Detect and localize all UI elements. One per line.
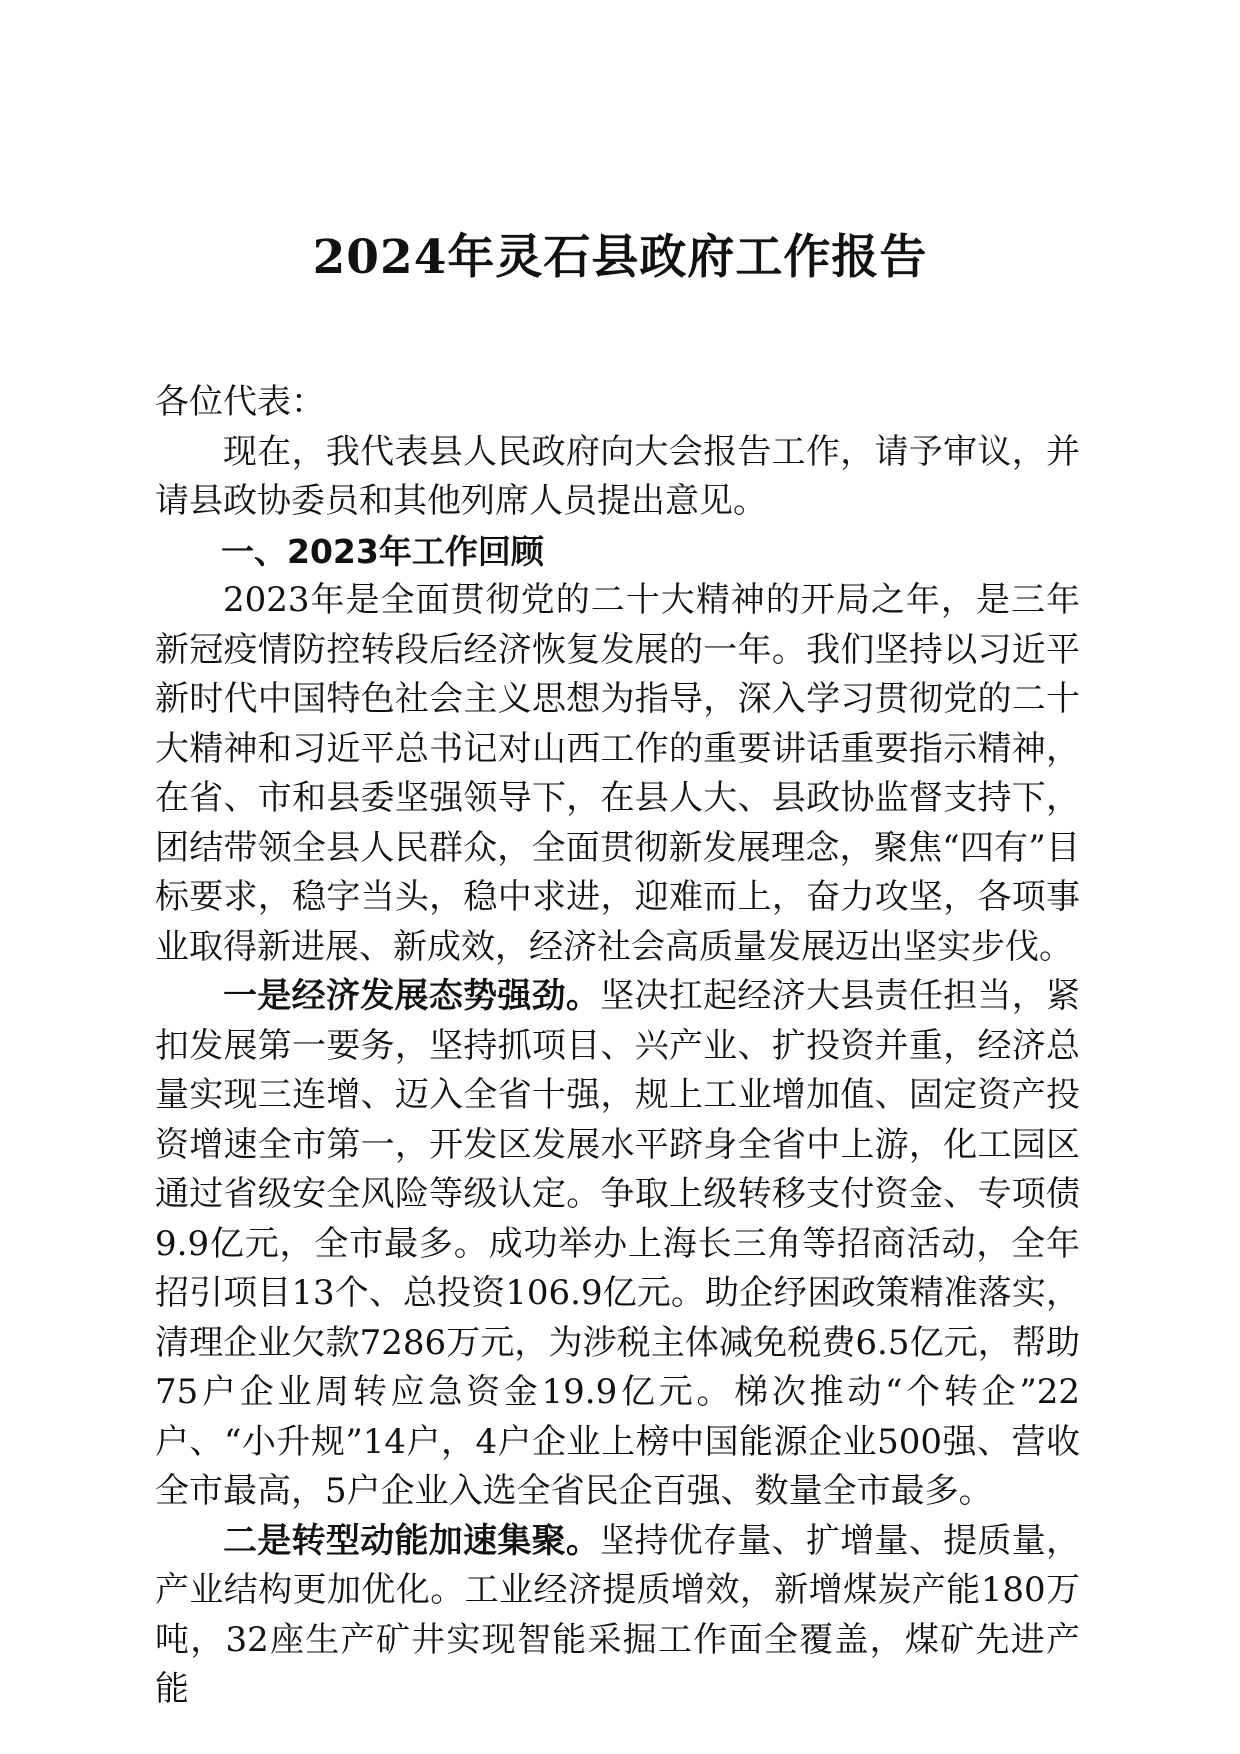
- paragraph-lead-heading: 二是转型动能加速集聚。: [223, 1520, 601, 1561]
- paragraph-body-text: 坚持优存量、扩增量、提质量，产业结构更加优化。工业经济提质增效，新增煤炭产能180万吨，32座生产矿井实现智能采掘工作面全覆盖，煤矿先进产能: [155, 1520, 1081, 1709]
- salutation: 各位代表：: [155, 382, 325, 422]
- paragraph-body-text: 坚决扛起经济大县责任担当，紧扣发展第一要务，坚持抓项目、兴产业、扩投资并重，经济总量实现三连增、迈入全省十强，规上工业增加值、固定资产投资增速全市第一，开发区发展水平跻身全省中上游，化工园区通过省级安全风险等级认定。争取上级转移支付资金、专项债9.9亿元，全市最多。成功举办上海长三角等招商活动，全年招引项目13个、总投资106.9亿元。助企纾困政策精准落实，清理企业欠款7286万元，为涉税主体减免税费6.5亿元，帮助75户企业周转应急资金19.9亿元。梯次推动“个转企”22户、“小升规”14户，4户企业上榜中国能源企业500强、营收全市最高，5户企业入选全省民企百强、数量全市最多。: [155, 976, 1081, 1511]
- paragraph-economic-development: [155, 972, 1080, 1517]
- paragraph-transformation: [155, 1517, 1080, 1715]
- paragraph-review-overview: 2023年是全面贯彻党的二十大精神的开局之年，是三年新冠疫情防控转段后经济恢复发展的一年。我们坚持以习近平新时代中国特色社会主义思想为指导，深入学习贯彻党的二十大精神和习近平总书记对山西工作的重要讲话重要指示精神，在省、市和县委坚强领导下，在县人大、县政协监督支持下，团结带领全县人民群众，全面贯彻新发展理念，聚焦“四有”目标要求，稳字当头，稳中求进，迎难而上，奋力攻坚，各项事业取得新进展、新成效，经济社会高质量发展迈出坚实步伐。: [155, 580, 1080, 967]
- document-title: 2024年灵石县政府工作报告: [312, 230, 928, 285]
- paragraph-lead-heading: 一是经济发展态势强劲。: [223, 976, 601, 1016]
- document-body: [155, 378, 1080, 1715]
- section-heading: 一、2023年工作回顾: [221, 531, 544, 571]
- intro-paragraph: 现在，我代表县人民政府向大会报告工作，请予审议，并请县政协委员和其他列席人员提出意见。: [155, 431, 1080, 521]
